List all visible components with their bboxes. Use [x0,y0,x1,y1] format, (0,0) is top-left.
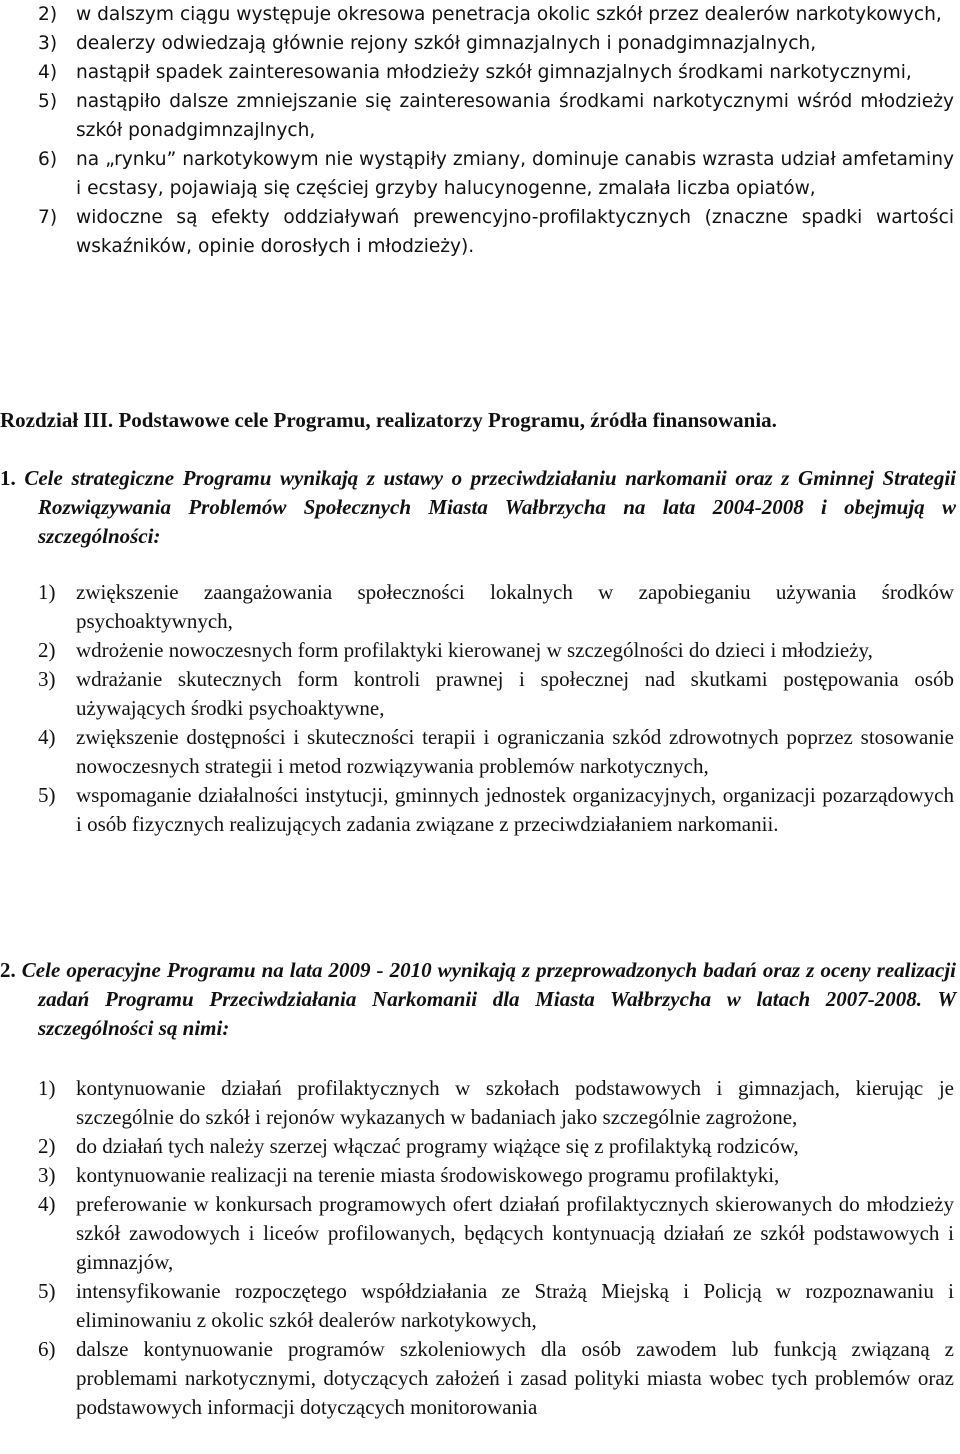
list-item [0,1335,958,1422]
item-number: 4) [38,1192,56,1216]
list-item [0,145,958,203]
chapter-heading [0,406,958,435]
item-number: 2) [38,4,58,25]
list-item [0,1190,958,1277]
item-number: 6) [38,1337,56,1361]
list-item [0,781,958,839]
chapter-title: Podstawowe cele Programu, realizatorzy Programu, źródła finansowania. [118,408,777,432]
strategic-goals-intro [0,464,957,551]
item-number: 1) [38,1076,56,1100]
list-item [0,1074,958,1132]
item-number: 4) [38,725,56,749]
item-number: 2) [38,1134,56,1158]
item-number: 3) [38,1163,56,1187]
list-item [0,636,958,665]
list-item [0,29,958,58]
list-item [0,578,958,636]
list-item [0,87,958,145]
item-text: zwiększenie dostępności i skuteczności terapii i ograniczania szkód zdrowotnych poprzez stosowanie nowoczesnych strategii i metod rozwiązywania problemów narkotycznych, [76,725,954,778]
strategic-goals-list [0,578,958,839]
item-text: do działań tych należy szerzej włączać programy wiążące się z profilaktyką rodziców, [76,1134,799,1158]
item-text: dalsze kontynuowanie programów szkoleniowych dla osób zawodem lub funkcją związaną z problemami narkotycznymi, dotyczących założeń i zasad polityki miasta wobec tych problemów oraz podstawowych informacji dotyczących monitorowania [76,1337,954,1419]
item-number: 2) [38,638,56,662]
list-item [0,0,958,29]
list-item [0,665,958,723]
item-number: 5) [38,1279,56,1303]
item-text: kontynuowanie realizacji na terenie miasta środowiskowego programu profilaktyki, [76,1163,780,1187]
list-item [0,1132,958,1161]
list-item [0,58,958,87]
chapter-label: Rozdział III. [0,408,114,432]
operational-goals-intro [0,956,956,1043]
findings-list [0,0,958,261]
item-text: dealerzy odwiedzają głównie rejony szkół gimnazjalnych i ponadgimnazjalnych, [76,33,817,54]
goal-number: 2. [0,958,16,982]
goal-number: 1. [0,466,16,490]
item-text: wdrożenie nowoczesnych form profilaktyki kierowanej w szczególności do dzieci i młodzieży, [76,638,873,662]
item-number: 6) [38,149,58,170]
item-text: w dalszym ciągu występuje okresowa penetracja okolic szkół przez dealerów narkotykowych, [76,4,942,25]
item-number: 7) [38,207,58,228]
item-number: 5) [38,91,58,112]
item-number: 3) [38,33,58,54]
operational-goals-list [0,1074,958,1422]
item-text: preferowanie w konkursach programowych ofert działań profilaktycznych skierowanych do młodzieży szkół zawodowych i liceów profilowanych, będących kontynuacją działań ze szkół podstawowych i gimnazjów, [76,1192,954,1274]
item-number: 1) [38,580,56,604]
goal-text: Cele strategiczne Programu wynikają z ustawy o przeciwdziałaniu narkomanii oraz z Gminnej Strategii Rozwiązywania Problemów Społecznych Miasta Wałbrzycha na lata 2004-2008 i obejmują w szczególności: [24,466,957,548]
item-text: intensyfikowanie rozpoczętego współdziałania ze Strażą Miejską i Policją w rozpoznawaniu i eliminowaniu z okolic szkół dealerów narkotykowych, [76,1279,954,1332]
list-item [0,723,958,781]
item-text: wdrażanie skutecznych form kontroli prawnej i społecznej nad skutkami postępowania osób używających środki psychoaktywne, [76,667,954,720]
item-text: nastąpiło dalsze zmniejszanie się zainteresowania środkami narkotycznymi wśród młodzieży szkół ponadgimnzajlnych, [76,91,954,141]
item-number: 5) [38,783,56,807]
item-text: nastąpił spadek zainteresowania młodzieży szkół gimnazjalnych środkami narkotycznymi, [76,62,912,83]
item-number: 4) [38,62,58,83]
item-text: na „rynku” narkotykowym nie wystąpiły zmiany, dominuje canabis wzrasta udział amfetaminy i ecstasy, pojawiają się częściej grzyby halucynogenne, zmalała liczba opiatów, [76,149,954,199]
item-text: widoczne są efekty oddziaływań prewencyjno-profilaktycznych (znaczne spadki wartości wskaźników, opinie dorosłych i młodzieży). [76,207,954,257]
list-item [0,1161,958,1190]
goal-text: Cele operacyjne Programu na lata 2009 - 2010 wynikają z przeprowadzonych badań oraz z oceny realizacji zadań Programu Przeciwdziałania Narkomanii dla Miasta Wałbrzycha w latach 2007-2008. W szczególności są nimi: [21,958,956,1040]
item-number: 3) [38,667,56,691]
list-item [0,203,958,261]
item-text: kontynuowanie działań profilaktycznych w szkołach podstawowych i gimnazjach, kierując je szczególnie do szkół i rejonów wykazanych w badaniach jako szczególnie zagrożone, [76,1076,954,1129]
item-text: zwiększenie zaangażowania społeczności lokalnych w zapobieganiu używania środków psychoaktywnych, [76,580,954,633]
list-item [0,1277,958,1335]
item-text: wspomaganie działalności instytucji, gminnych jednostek organizacyjnych, organizacji pozarządowych i osób fizycznych realizujących zadania związane z przeciwdziałaniem narkomanii. [76,783,954,836]
